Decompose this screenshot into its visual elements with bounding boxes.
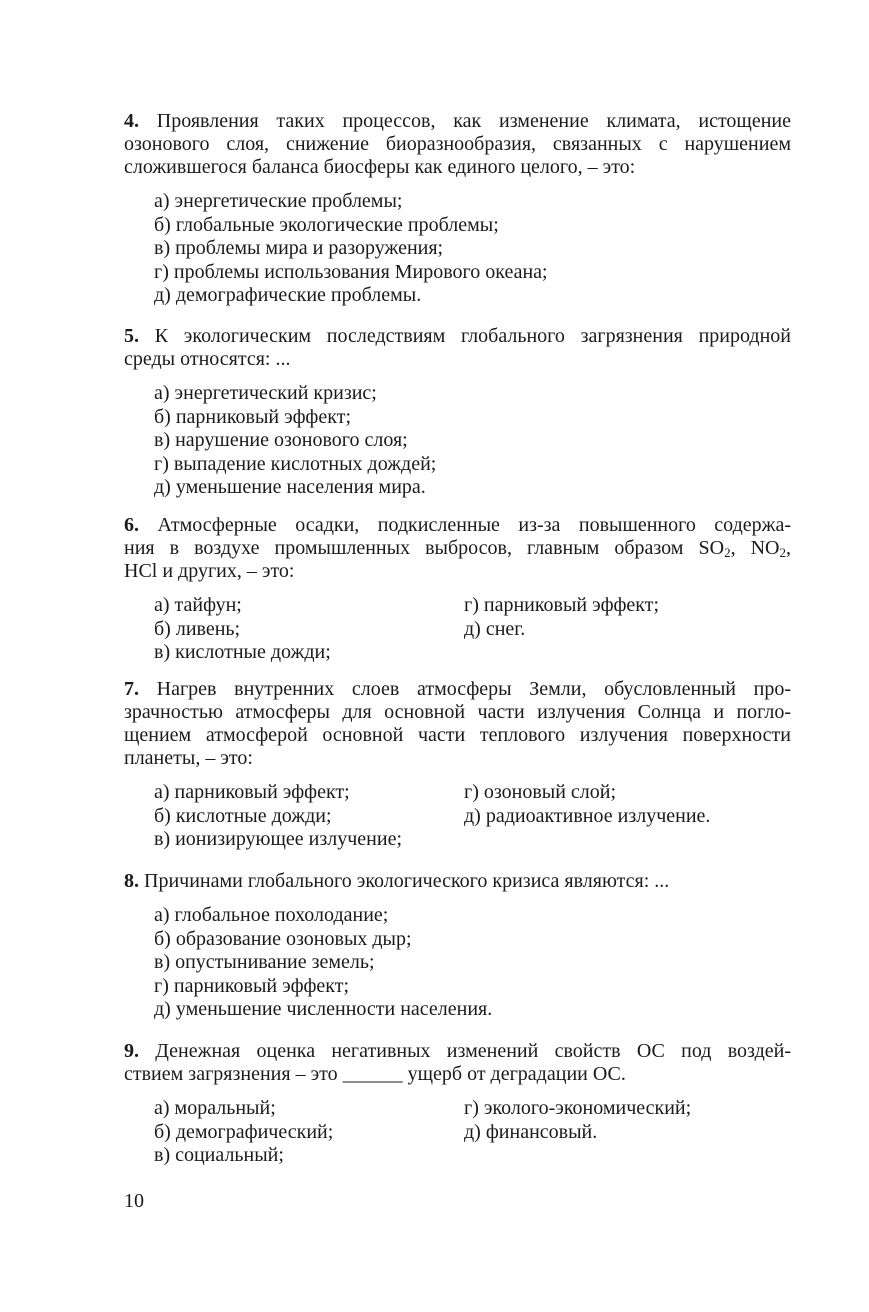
options-column-right: [464, 781, 710, 828]
question-stem: 7. Нагрев внутренних слоев атмосферы Земли, обусловленный про- зрачностью атмосферы для основной части излучения Солнца и погло- щением атмосферой основной части теплового излучения поверхности планеты, – это:: [124, 678, 791, 769]
answer-option: в) проблемы мира и разоружения;: [154, 237, 444, 259]
question-number: 7.: [124, 678, 139, 700]
answer-option: д) уменьшение численности населения.: [154, 998, 493, 1020]
answer-options: [124, 781, 791, 852]
answer-option: г) озоновый слой;: [464, 781, 617, 803]
answer-option: в) ионизирующее излучение;: [154, 828, 403, 850]
question-8: [124, 870, 791, 1022]
answer-option: г) эколого-экономический;: [464, 1097, 692, 1119]
answer-option: д) демографические проблемы.: [154, 284, 422, 306]
question-stem: 9. Денежная оценка негативных изменений свойств ОС под воздей- ствием загрязнения – это ______ ущерб от деградации ОС.: [124, 1040, 791, 1085]
answer-option: б) ливень;: [154, 617, 241, 640]
answer-options: [124, 594, 791, 665]
question-number: 8.: [124, 870, 139, 892]
answer-option: б) кислотные дожди;: [154, 804, 332, 827]
answer-option: в) нарушение озонового слоя;: [154, 429, 408, 451]
question-number: 9.: [124, 1040, 139, 1062]
answer-option: г) проблемы использования Мирового океана;: [154, 260, 548, 283]
question-9: [124, 1040, 791, 1168]
question-stem: 5. К экологическим последствиям глобального загрязнения природной среды относятся: ...: [124, 325, 791, 370]
answer-option: в) опустынивание земель;: [154, 951, 375, 973]
question-number: 5.: [124, 325, 139, 347]
answer-option: в) кислотные дожди;: [154, 641, 331, 663]
question-7: [124, 678, 791, 852]
answer-option: б) образование озоновых дыр;: [154, 927, 412, 950]
answer-option: б) демографический;: [154, 1120, 334, 1143]
answer-option: д) снег.: [464, 617, 526, 640]
answer-option: г) парниковый эффект;: [154, 974, 350, 997]
options-column-right: [464, 1097, 691, 1144]
question-number: 6.: [124, 514, 139, 536]
answer-option: д) уменьшение населения мира.: [154, 476, 426, 498]
options-column-right: [464, 594, 659, 641]
question-5: [124, 325, 791, 500]
answer-option: г) парниковый эффект;: [464, 594, 660, 616]
question-stem: 6. Атмосферные осадки, подкисленные из-за повышенного содержа- ния в воздухе промышленных выбросов, главным образом $SO_2$, $NO_2$, HCl и других, – это:: [124, 514, 792, 582]
answer-option: б) глобальные экологические проблемы;: [154, 213, 499, 236]
answer-options: [124, 1097, 791, 1168]
chemical-formula: $SO_2$, $NO_2$: [698, 537, 786, 560]
answer-option: г) выпадение кислотных дождей;: [154, 452, 437, 475]
answer-option: а) энергетические проблемы;: [154, 190, 403, 212]
answer-option: а) энергетический кризис;: [154, 382, 377, 404]
question-6: [124, 514, 791, 665]
answer-option: а) моральный;: [154, 1097, 276, 1119]
answer-option: б) парниковый эффект;: [154, 405, 352, 428]
answer-option: а) глобальное похолодание;: [154, 904, 389, 926]
question-stem: 4. Проявления таких процессов, как изменение климата, истощение озонового слоя, снижение биоразнообразия, связанных с нарушением сложившегося баланса биосферы как единого целого, – это:: [124, 110, 791, 178]
answer-option: в) социальный;: [154, 1144, 284, 1166]
question-stem: 8. Причинами глобального экологического кризиса являются: ...: [124, 870, 670, 892]
answer-option: а) парниковый эффект;: [154, 781, 350, 803]
answer-options: [124, 382, 791, 500]
answer-options: [124, 190, 791, 308]
question-4: [124, 110, 791, 308]
question-number: 4.: [124, 110, 139, 132]
answer-option: д) финансовый.: [464, 1120, 598, 1143]
answer-options: [124, 904, 791, 1022]
page-number: 10: [124, 1190, 144, 1212]
answer-option: д) радиоактивное излучение.: [464, 804, 711, 827]
answer-option: а) тайфун;: [154, 594, 242, 616]
